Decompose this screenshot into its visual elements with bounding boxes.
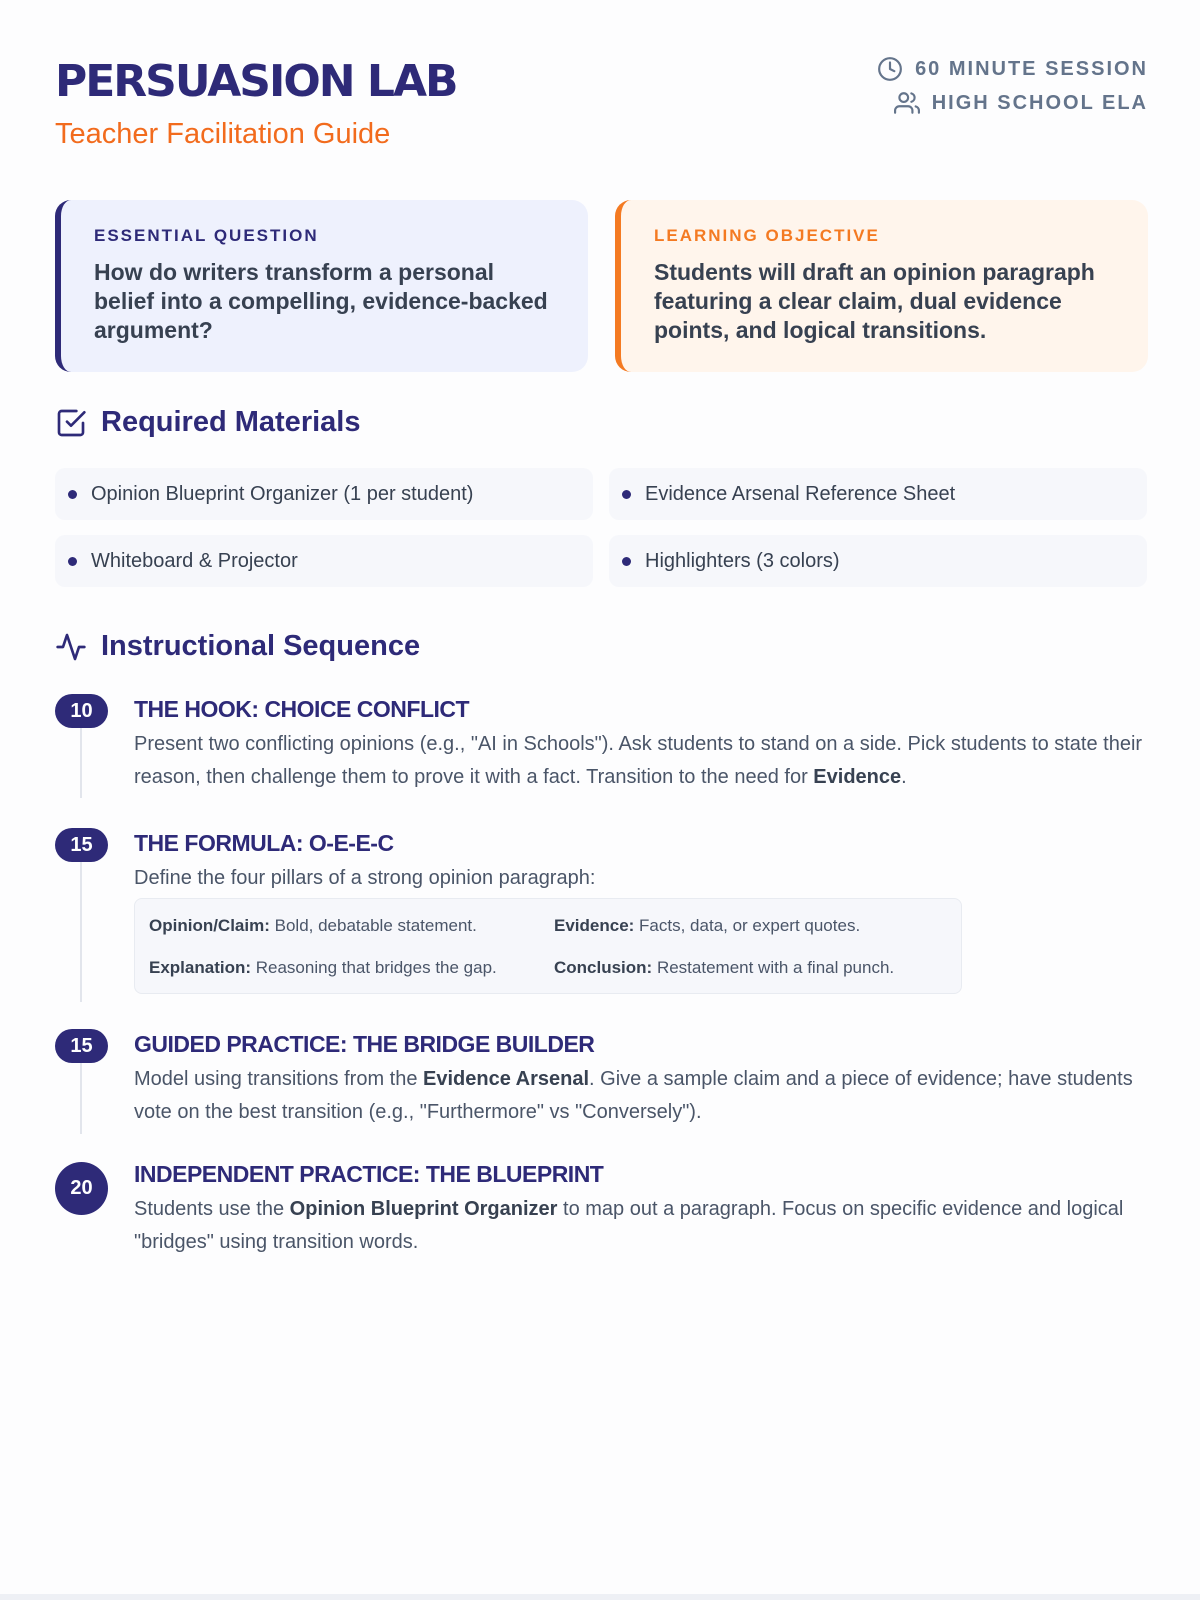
formula-pillar: Conclusion: Restatement with a final punch. bbox=[554, 958, 895, 977]
bullet-icon bbox=[68, 490, 77, 499]
list-item bbox=[609, 468, 1147, 520]
formula-box bbox=[134, 898, 962, 994]
formula-pillar: Explanation: Reasoning that bridges the gap. bbox=[149, 958, 497, 977]
essential-question-label: ESSENTIAL QUESTION bbox=[94, 226, 319, 245]
footer-divider bbox=[0, 1594, 1200, 1600]
bullet-icon bbox=[622, 490, 631, 499]
grade-level-text: HIGH SCHOOL ELA bbox=[931, 91, 1148, 114]
goal-cards bbox=[55, 200, 1148, 372]
checkbox-icon bbox=[55, 407, 87, 439]
duration-badge: 20 bbox=[55, 1162, 108, 1215]
activity-icon bbox=[55, 631, 87, 663]
step-description: Define the four pillars of a strong opinion paragraph: bbox=[134, 867, 596, 889]
clock-icon bbox=[877, 56, 903, 82]
essential-question-text: How do writers transform a personal belief into a compelling, evidence-backed argument? bbox=[94, 259, 548, 343]
step-title: THE FORMULA: O-E-E-C bbox=[134, 830, 394, 856]
header bbox=[55, 0, 1148, 190]
step-description: Present two conflicting opinions (e.g., "AI in Schools"). Ask students to stand on a side. Pick students to state their reason, then challenge them to prove it with a fact. Transition to the need for Evidence. bbox=[134, 733, 1143, 788]
timeline-connector bbox=[80, 862, 82, 1002]
timeline-connector bbox=[80, 1062, 82, 1134]
list-item bbox=[55, 468, 593, 520]
step-title: THE HOOK: CHOICE CONFLICT bbox=[134, 696, 470, 722]
list-item bbox=[55, 535, 593, 587]
timeline-connector bbox=[80, 726, 82, 798]
step-description: Students use the Opinion Blueprint Organizer to map out a paragraph. Focus on specific evidence and logical "bridges" using transition words. bbox=[134, 1198, 1124, 1253]
essential-question-card bbox=[55, 200, 588, 372]
step-title: INDEPENDENT PRACTICE: THE BLUEPRINT bbox=[134, 1161, 604, 1187]
grade-level bbox=[877, 86, 1148, 120]
learning-objective-text: Students will draft an opinion paragraph featuring a clear claim, dual evidence points, and logical transitions. bbox=[654, 259, 1095, 343]
list-item bbox=[609, 535, 1147, 587]
materials-heading-text: Required Materials bbox=[101, 406, 361, 438]
duration-badge: 15 bbox=[55, 828, 108, 862]
material-label: Evidence Arsenal Reference Sheet bbox=[645, 482, 956, 505]
material-label: Whiteboard & Projector bbox=[91, 549, 298, 572]
material-label: Highlighters (3 colors) bbox=[645, 549, 840, 572]
sequence-heading bbox=[55, 630, 420, 663]
session-duration-text: 60 MINUTE SESSION bbox=[915, 57, 1148, 80]
duration-badge: 15 bbox=[55, 1029, 108, 1063]
session-duration bbox=[877, 52, 1148, 86]
step-description: Model using transitions from the Evidence Arsenal. Give a sample claim and a piece of evidence; have students vote on the best transition (e.g., "Furthermore" vs "Conversely"). bbox=[134, 1068, 1133, 1123]
bullet-icon bbox=[68, 557, 77, 566]
formula-pillar: Opinion/Claim: Bold, debatable statement. bbox=[149, 916, 477, 935]
session-meta bbox=[877, 52, 1148, 120]
duration-badge: 10 bbox=[55, 694, 108, 728]
learning-objective-card bbox=[615, 200, 1148, 372]
material-label: Opinion Blueprint Organizer (1 per student) bbox=[91, 482, 474, 505]
formula-pillar: Evidence: Facts, data, or expert quotes. bbox=[554, 916, 861, 935]
materials-heading bbox=[55, 406, 360, 439]
users-icon bbox=[894, 90, 920, 116]
page-title: PERSUASION LAB bbox=[55, 56, 457, 107]
sequence-heading-text: Instructional Sequence bbox=[101, 630, 421, 662]
page-subtitle: Teacher Facilitation Guide bbox=[55, 118, 391, 150]
learning-objective-label: LEARNING OBJECTIVE bbox=[654, 226, 880, 245]
lesson-plan-page bbox=[55, 0, 1148, 1253]
bullet-icon bbox=[622, 557, 631, 566]
step-title: GUIDED PRACTICE: THE BRIDGE BUILDER bbox=[134, 1031, 595, 1057]
